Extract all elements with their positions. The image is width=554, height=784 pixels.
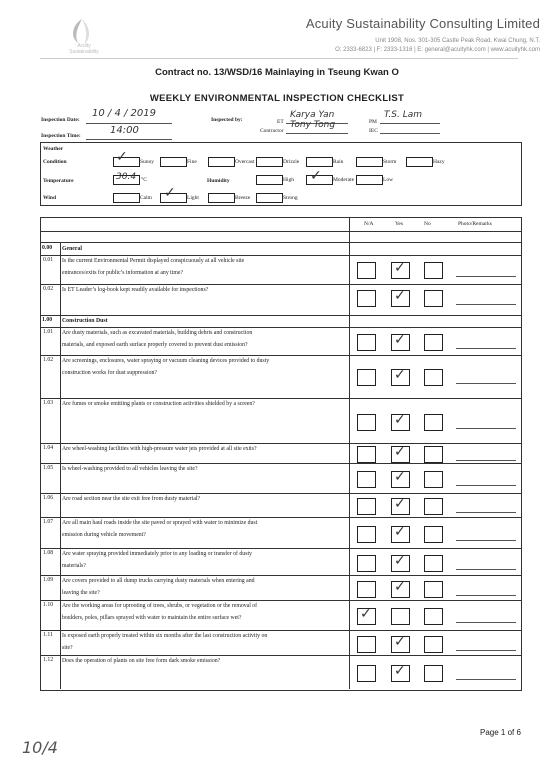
- pm-label: PM: [369, 119, 377, 125]
- answer-yes-tick: ✓: [394, 634, 406, 650]
- item-number: 1.03: [43, 400, 54, 406]
- item-number: 1.02: [43, 357, 54, 363]
- answer-no-checkbox[interactable]: [424, 262, 443, 279]
- answer-yes-tick: ✓: [394, 496, 406, 512]
- answer-yes-tick: ✓: [394, 553, 406, 569]
- answer-no-checkbox[interactable]: [424, 636, 443, 653]
- answer-no-checkbox[interactable]: [424, 290, 443, 307]
- item-question-line-2: materials, and exposed earth surface properly covered to prevent dust emission?: [62, 342, 248, 348]
- remarks-line[interactable]: [456, 348, 516, 349]
- condition-overcast-label: Overcast: [235, 159, 255, 165]
- answer-yes-tick: ✓: [394, 260, 406, 276]
- company-name: Acuity Sustainability Consulting Limited: [305, 16, 540, 31]
- item-question-line-2: entrances/exits for public’s information at any time?: [62, 270, 184, 276]
- wind-label: Wind: [43, 195, 57, 201]
- remarks-line[interactable]: [456, 679, 516, 680]
- item-number: 1.08: [43, 550, 54, 556]
- humidity-low-label: Low: [383, 177, 394, 183]
- humidity-label: Humidity: [207, 178, 230, 184]
- answer-yes-tick: ✓: [394, 367, 406, 383]
- answer-yes-tick: ✓: [394, 288, 406, 304]
- temperature-unit: °C: [141, 177, 147, 183]
- condition-hazy-box[interactable]: [406, 157, 433, 167]
- remarks-line[interactable]: [456, 595, 516, 596]
- item-question-line-2: leaving the site?: [62, 590, 100, 596]
- condition-sunny-tick: ✓: [116, 149, 128, 165]
- answer-no-checkbox[interactable]: [424, 498, 443, 515]
- answer-na-checkbox[interactable]: [357, 555, 376, 572]
- answer-na-checkbox[interactable]: [357, 665, 376, 682]
- section-title: Construction Dust: [62, 318, 108, 324]
- wind-breeze-box[interactable]: [208, 193, 235, 203]
- wind-strong-box[interactable]: [256, 193, 283, 203]
- temperature-value: 30.4: [116, 172, 137, 182]
- inspected-by-label: Inspected by:: [211, 117, 243, 123]
- column-remarks: Photo/Remarks: [458, 221, 492, 227]
- answer-yes-checkbox[interactable]: [391, 608, 410, 625]
- column-na: N/A: [364, 221, 374, 227]
- checklist-title: WEEKLY ENVIRONMENTAL INSPECTION CHECKLIST: [149, 93, 405, 104]
- answer-na-checkbox[interactable]: [357, 471, 376, 488]
- header-row-divider-2: [40, 242, 521, 243]
- answer-no-checkbox[interactable]: [424, 608, 443, 625]
- answer-na-checkbox[interactable]: [357, 581, 376, 598]
- header-row-divider: [40, 231, 521, 232]
- answer-yes-tick: ✓: [394, 579, 406, 595]
- remarks-line[interactable]: [456, 512, 516, 513]
- logo-text: Acuity Sustainability: [69, 43, 99, 55]
- remarks-line[interactable]: [456, 650, 516, 651]
- answer-na-checkbox[interactable]: [357, 446, 376, 463]
- answer-na-checkbox[interactable]: [357, 498, 376, 515]
- item-number: 1.01: [43, 329, 54, 335]
- answer-na-checkbox[interactable]: [357, 526, 376, 543]
- answer-yes-tick: ✓: [394, 332, 406, 348]
- item-question-line-2: construction works for dust suppression?: [62, 370, 157, 376]
- condition-fine-label: Fine: [187, 159, 197, 165]
- page-number: Page 1 of 6: [480, 728, 521, 737]
- item-number: 1.04: [43, 445, 54, 451]
- item-question-line-1: Are road section near the site exit free from dusty material?: [62, 496, 201, 502]
- contractor-label: Contractor: [260, 128, 284, 134]
- answer-no-checkbox[interactable]: [424, 581, 443, 598]
- remarks-line[interactable]: [456, 428, 516, 429]
- wind-breeze-label: Breeze: [235, 195, 251, 201]
- item-question-line-1: Are water spraying provided immediately prior to any loading or transfer of dusty: [62, 551, 252, 557]
- answer-no-checkbox[interactable]: [424, 334, 443, 351]
- row-divider: [40, 315, 521, 316]
- wind-calm-box[interactable]: [113, 193, 140, 203]
- contract-title: Contract no. 13/WSD/16 Mainlaying in Tseung Kwan O: [155, 67, 399, 78]
- iec-field[interactable]: [380, 123, 440, 134]
- company-address: [200, 37, 540, 55]
- column-yes: Yes: [395, 221, 404, 227]
- address-line-1: Unit 1908, Nos. 301-305 Castle Peak Road, Kwai Chung, N.T.: [375, 38, 540, 44]
- item-question-line-2: boulders, poles, pillars sprayed with water to maintain the entire surface wet?: [62, 615, 242, 621]
- wind-light-label: Light: [187, 195, 199, 201]
- answer-no-checkbox[interactable]: [424, 471, 443, 488]
- wind-calm-label: Calm: [140, 195, 152, 201]
- remarks-line[interactable]: [456, 276, 516, 277]
- inspection-date-label: Inspection Date:: [41, 117, 80, 123]
- condition-hazy-label: Hazy: [433, 159, 445, 165]
- inspection-time-label: Inspection Time:: [41, 133, 81, 139]
- item-question-line-1: Are covers provided to all dump trucks carrying dusty materials when entering and: [62, 578, 255, 584]
- item-question-line-2: site?: [62, 645, 73, 651]
- item-question-line-1: Is ET Leader’s log-book kept readily available for inspections?: [62, 287, 209, 293]
- address-line-2: O: 2333-6823 | F: 2333-1316 | E: general@acuityhk.com | www.acuityhk.com: [335, 47, 540, 53]
- item-question-line-1: Are the working areas for uprooting of trees, shrubs, or vegetation or the removal of: [62, 603, 258, 609]
- answer-no-checkbox[interactable]: [424, 665, 443, 682]
- section-number: 1.00: [42, 317, 53, 323]
- remarks-line[interactable]: [456, 383, 516, 384]
- wind-strong-label: Strong: [283, 195, 298, 201]
- humidity-low-box[interactable]: [356, 175, 383, 185]
- condition-rain-label: Rain: [333, 159, 344, 165]
- answer-na-checkbox[interactable]: [357, 369, 376, 386]
- answer-no-checkbox[interactable]: [424, 526, 443, 543]
- handwritten-note: 10/4: [22, 738, 58, 757]
- item-question-line-1: Are fumes or smoke emitting plants or construction activities shielded by a screen?: [62, 401, 255, 407]
- condition-fine-box[interactable]: [160, 157, 187, 167]
- humidity-moderate-label: Moderate: [333, 177, 355, 183]
- remarks-line[interactable]: [456, 569, 516, 570]
- header-divider: [40, 58, 518, 59]
- answers-column-divider: [349, 217, 350, 689]
- answer-na-checkbox[interactable]: [357, 290, 376, 307]
- item-number: 1.12: [43, 657, 54, 663]
- condition-storm-box[interactable]: [356, 157, 383, 167]
- item-number: 1.10: [43, 602, 54, 608]
- et-label: ET: [277, 119, 284, 125]
- remarks-line[interactable]: [456, 485, 516, 486]
- item-number: 1.05: [43, 465, 54, 471]
- answer-na-checkbox[interactable]: [357, 414, 376, 431]
- item-question-line-2: materials?: [62, 563, 86, 569]
- answer-no-checkbox[interactable]: [424, 555, 443, 572]
- answer-na-tick: ✓: [360, 606, 372, 622]
- condition-overcast-box[interactable]: [208, 157, 235, 167]
- answer-yes-tick: ✓: [394, 524, 406, 540]
- condition-drizzle-label: Drizzle: [283, 159, 300, 165]
- item-number: 1.11: [43, 632, 53, 638]
- item-question-line-1: Does the operation of plants on site free form dark smoke emission?: [62, 658, 221, 664]
- answer-no-checkbox[interactable]: [424, 414, 443, 431]
- condition-sunny-label: Sunny: [140, 159, 155, 165]
- item-question-line-1: Is the current Environmental Permit displayed conspicuously at all vehicle site: [62, 258, 245, 264]
- inspection-time-value: 14:00: [110, 125, 139, 136]
- column-no: No: [424, 221, 431, 227]
- temperature-label: Temperature: [43, 178, 74, 184]
- humidity-high-label: High: [283, 177, 294, 183]
- answer-yes-tick: ✓: [394, 412, 406, 428]
- answer-yes-tick: ✓: [394, 663, 406, 679]
- answer-na-checkbox[interactable]: [357, 334, 376, 351]
- humidity-high-box[interactable]: [256, 175, 283, 185]
- weather-label: Weather: [43, 146, 64, 152]
- inspection-date-value: 10 / 4 / 2019: [92, 108, 156, 119]
- iec-label: IEC: [369, 128, 378, 134]
- wind-light-tick: ✓: [164, 185, 176, 201]
- item-number: 1.07: [43, 519, 54, 525]
- remarks-line[interactable]: [456, 460, 516, 461]
- remarks-line[interactable]: [456, 622, 516, 623]
- item-question-line-1: Are all main haul roads inside the site paved or sprayed with water to minimize dust: [62, 520, 258, 526]
- section-number: 0.00: [42, 245, 53, 251]
- item-question-line-1: Is wheel-washing provided to all vehicles leaving the site?: [62, 466, 198, 472]
- item-number: 1.09: [43, 577, 54, 583]
- et-value: Karya Yan: [290, 110, 335, 120]
- answer-no-checkbox[interactable]: [424, 369, 443, 386]
- condition-storm-label: Storm: [383, 159, 397, 165]
- answer-yes-tick: ✓: [394, 444, 406, 460]
- item-number: 0.02: [43, 286, 54, 292]
- condition-drizzle-box[interactable]: [256, 157, 283, 167]
- condition-rain-box[interactable]: [306, 157, 333, 167]
- answer-yes-tick: ✓: [394, 469, 406, 485]
- item-number: 0.01: [43, 257, 54, 263]
- section-title: General: [62, 246, 82, 252]
- item-question-line-1: Are wheel-washing facilities with high-pressure water jets provided at all site exits?: [62, 446, 257, 452]
- remarks-line[interactable]: [456, 304, 516, 305]
- remarks-line[interactable]: [456, 540, 516, 541]
- answer-no-checkbox[interactable]: [424, 446, 443, 463]
- humidity-moderate-tick: ✓: [310, 168, 322, 184]
- contractor-value: Tony Tong: [290, 120, 336, 130]
- answer-na-checkbox[interactable]: [357, 636, 376, 653]
- item-question-line-2: emission during vehicle movement?: [62, 532, 146, 538]
- item-question-line-1: Are screenings, enclosures, water spraying or vacuum cleaning devices provided to dusty: [62, 358, 270, 364]
- number-column-divider: [60, 243, 61, 689]
- condition-label: Condition: [43, 159, 67, 165]
- answer-na-checkbox[interactable]: [357, 262, 376, 279]
- item-question-line-1: Are dusty materials, such as excavated materials, building debris and construction: [62, 330, 253, 336]
- item-number: 1.06: [43, 495, 54, 501]
- pm-value: T.S. Lam: [384, 110, 423, 120]
- item-question-line-1: Is exposed earth properly treated within six months after the last construction activity on: [62, 633, 268, 639]
